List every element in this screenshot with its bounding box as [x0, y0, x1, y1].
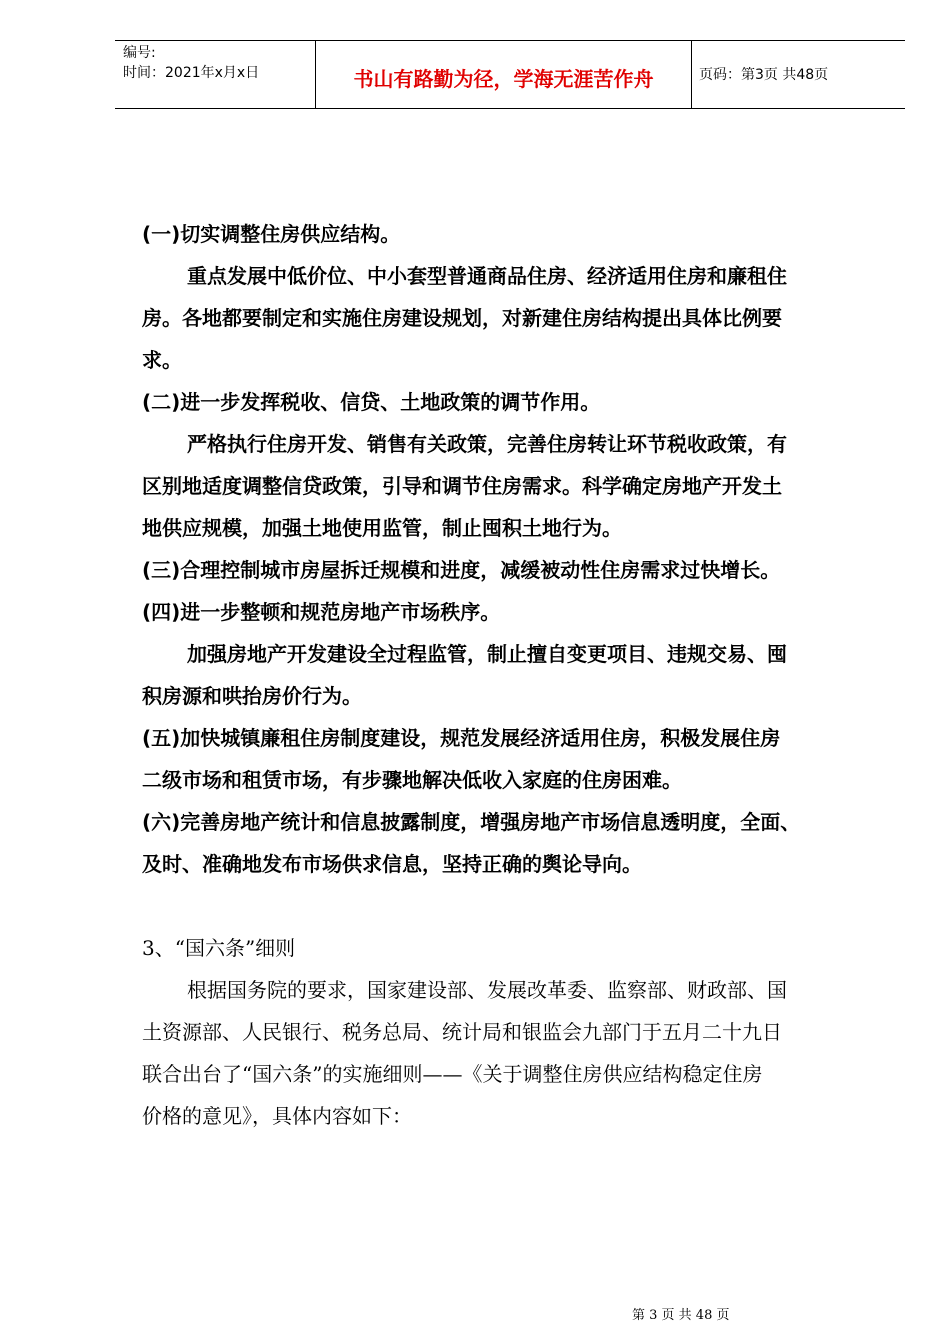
section-heading-4: (四)进一步整顿和规范房地产市场秩序。	[142, 600, 501, 624]
paragraph-line: 及时、准确地发布市场供求信息，坚持正确的舆论导向。	[142, 852, 642, 876]
header-motto-cell	[315, 41, 692, 108]
paragraph-line: 加强房地产开发建设全过程监管，制止擅自变更项目、违规交易、囤	[187, 642, 787, 666]
section-heading-2: (二)进一步发挥税收、信贷、土地政策的调节作用。	[142, 390, 601, 414]
section-heading-1: (一)切实调整住房供应结构。	[142, 222, 401, 246]
section-heading-5: (五)加快城镇廉租住房制度建设，规范发展经济适用住房，积极发展住房	[142, 726, 781, 750]
page-footer: 第 3 页 共 48 页	[632, 1308, 730, 1323]
paragraph-line: 重点发展中低价位、中小套型普通商品住房、经济适用住房和廉租住	[187, 264, 787, 288]
header-page-info: 页码：第3页 共48页	[699, 67, 829, 83]
paragraph-line: 房。各地都要制定和实施住房建设规划，对新建住房结构提出具体比例要	[142, 306, 782, 330]
section-heading-3: (三)合理控制城市房屋拆迁规模和进度，减缓被动性住房需求过快增长。	[142, 558, 781, 582]
paragraph-line: 求。	[142, 348, 182, 372]
paragraph-line: 区别地适度调整信贷政策，引导和调节住房需求。科学确定房地产开发土	[142, 474, 782, 498]
paragraph-line: 严格执行住房开发、销售有关政策，完善住房转让环节税收政策，有	[187, 432, 787, 456]
serial-number-label: 编号:	[123, 45, 156, 61]
header-meta-cell	[115, 41, 315, 108]
paragraph-line: 积房源和哄抬房价行为。	[142, 684, 362, 708]
motto-text: 书山有路勤为径，学海无涯苦作舟	[353, 67, 654, 91]
subsection-heading: 3、“国六条”细则	[142, 936, 296, 960]
date-label: 时间：2021年x月x日	[123, 65, 260, 81]
paragraph-line: 根据国务院的要求，国家建设部、发展改革委、监察部、财政部、国	[187, 978, 787, 1002]
paragraph-line: 价格的意见》，具体内容如下：	[142, 1104, 412, 1128]
paragraph-line: 二级市场和租赁市场，有步骤地解决低收入家庭的住房困难。	[142, 768, 682, 792]
header-page-cell	[691, 41, 905, 108]
page-header	[115, 40, 905, 109]
paragraph-line: 联合出台了“国六条”的实施细则——《关于调整住房供应结构稳定住房	[142, 1062, 763, 1086]
paragraph-line: 地供应规模，加强土地使用监管，制止囤积土地行为。	[142, 516, 622, 540]
paragraph-line: 土资源部、人民银行、税务总局、统计局和银监会九部门于五月二十九日	[142, 1020, 782, 1044]
section-heading-6: (六)完善房地产统计和信息披露制度，增强房地产市场信息透明度，全面、	[142, 810, 801, 834]
